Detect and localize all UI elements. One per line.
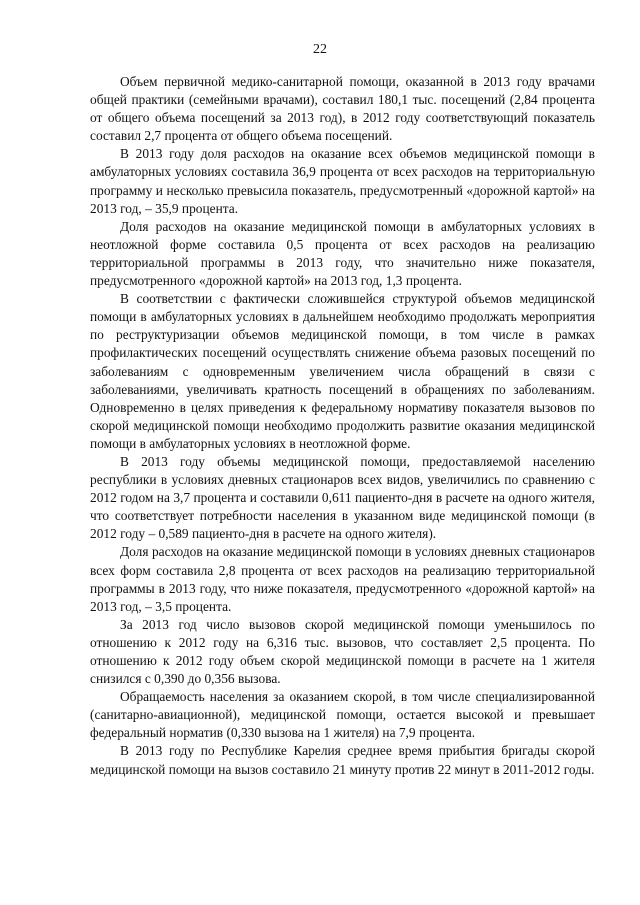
body-text (90, 73, 595, 779)
paragraph-urgent-care-expenses: Доля расходов на оказание медицинской помощи в амбулаторных условиях в неотложной форме составила 0,5 процента от всех расходов на реализацию территориальной программы в 2013 году, что значительно ниже показателя, предусмотренного «дорожной картой» на 2013 год, 1,3 процента. (90, 218, 595, 289)
paragraph-day-hospitals: В 2013 году объемы медицинской помощи, предоставляемой населению республики в условиях дневных стационаров всех видов, увеличились по сравнению с 2012 годом на 3,7 процента и составили 0,611 пациенто-дня в расчете на одного жителя, что соответствует потребности населения в указанном виде медицинской помощи (в 2012 году – 0,589 пациенто-дня в расчете на одного жителя). (90, 453, 595, 542)
paragraph-restructuring: В соответствии с фактически сложившейся структурой объемов медицинской помощи в амбулаторных условиях в дальнейшем необходимо продолжать мероприятия по реструктуризации объемов медицинской помощи, в том числе в рамках профилактических посещений осуществлять снижение объема разовых посещений по заболеваниям с одновременным увеличением числа обращений в связи с заболеваниями, увеличивать кратность посещений в обращениях по заболеваниям. Одновременно в целях приведения к федеральному нормативу показателя вызовов по скорой медицинской помощи необходимо продолжить развитие оказания медицинской помощи в амбулаторных условиях в неотложной форме. (90, 291, 595, 451)
paragraph-ambulatory-expenses: В 2013 году доля расходов на оказание всех объемов медицинской помощи в амбулаторных условиях составила 36,9 процента от всех расходов на территориальную программу и несколько превысила показатель, предусмотренный «дорожной картой» на 2013 год, – 35,9 процента. (90, 146, 595, 216)
paragraph-gp-visits: Объем первичной медико-санитарной помощи, оказанной в 2013 году врачами общей практики (семейными врачами), составил 180,1 тыс. посещений (2,84 процента от общего объема посещений за 2013 год), в 2012 году соответствующий показатель составил 2,7 процента от общего объема посещений. (90, 74, 595, 144)
paragraph-arrival-time: В 2013 году по Республике Карелия среднее время прибытия бригады скорой медицинской помощи на вызов составило 21 минуту против 22 минут в 2011-2012 годы. (90, 743, 595, 777)
page-number: 22 (313, 42, 327, 57)
paragraph-day-hospital-expenses: Доля расходов на оказание медицинской помощи в условиях дневных стационаров всех форм составила 2,8 процента от всех расходов на реализацию территориальной программы в 2013 году, что ниже показателя, предусмотренного «дорожной картой» на 2013 год, – 3,5 процента. (90, 544, 595, 614)
paragraph-emergency-calls: За 2013 год число вызовов скорой медицинской помощи уменьшилось по отношению к 2012 году на 6,316 тыс. вызовов, что составляет 2,5 процента. По отношению к 2012 году объем скорой медицинской помощи в расчете на 1 жителя снизился с 0,390 до 0,356 вызова. (90, 616, 595, 687)
paragraph-emergency-demand: Обращаемость населения за оказанием скорой, в том числе специализированной (санитарно-авиационной), медицинской помощи, остается высокой и превышает федеральный норматив (0,330 вызова на 1 жителя) на 7,9 процента. (90, 689, 595, 741)
